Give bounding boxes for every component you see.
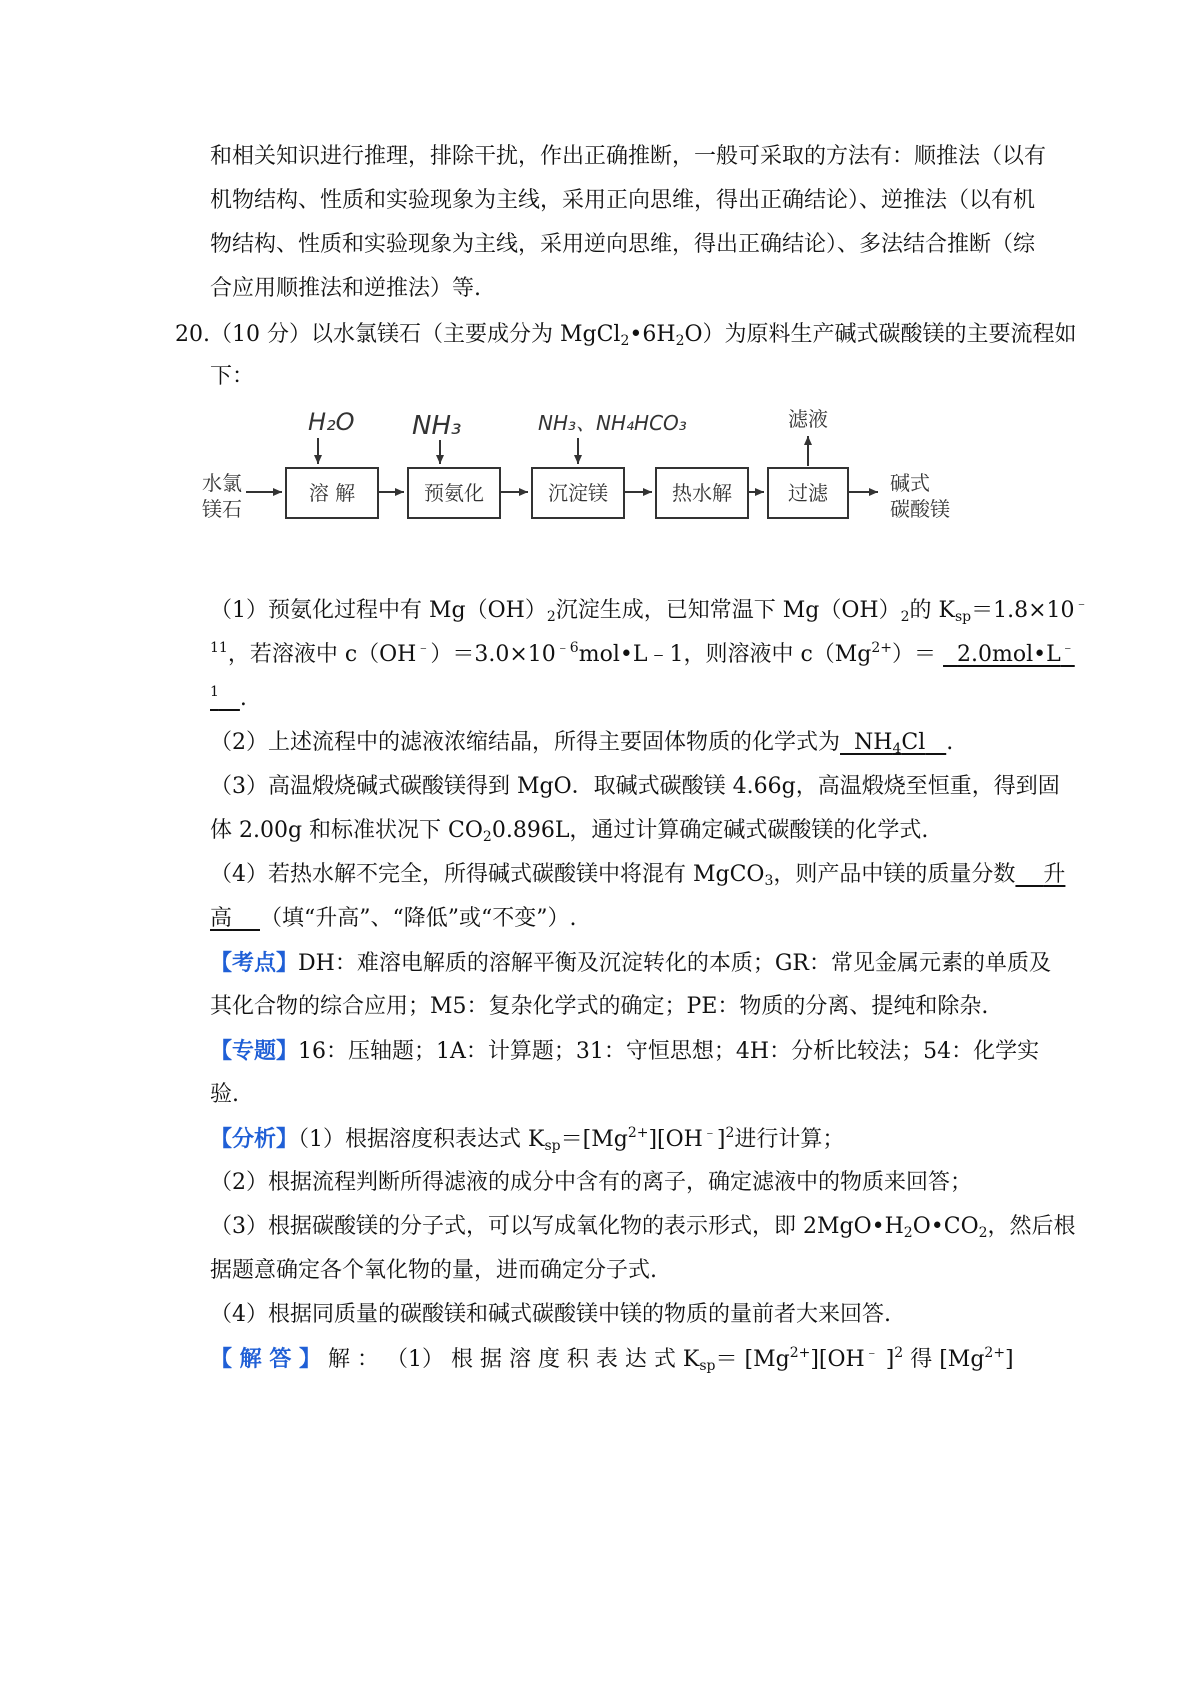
fenxi-line-1: 【分析】（1）根据溶度积表达式 $K_{sp}=[Mg^{2+}][OH^﹣]^2$进行计算； — [210, 1125, 845, 1154]
subquestion-1-line-1: （1）预氨化过程中有 $Mg(OH)_2$沉淀生成，已知常温下 $Mg(OH)_2$的 $K_{sp}=1.8\times 10^﹣$ — [210, 596, 1089, 625]
svg-text:沉淀镁: 沉淀镁 — [548, 481, 608, 505]
intro-line-1: 和相关知识进行推理，排除干扰，作出正确推断，一般可采取的方法有：顺推法（以有 — [210, 144, 1047, 169]
fenxi-line-2: （2）根据流程判断所得滤液的成分中含有的离子，确定滤液中的物质来回答； — [210, 1170, 972, 1195]
answer-1: 2.0mol•L﹣ — [957, 640, 1075, 667]
answer-2: $NH_4Cl$ — [854, 730, 926, 757]
answer-4-part-2: 高 — [210, 906, 233, 931]
subquestion-3-line-2: 体 2.00g 和标准状况下 $CO_20.896L$，通过计算确定碱式碳酸镁的化学式. — [210, 818, 929, 845]
flow-output-label-2: 碳酸镁 — [890, 497, 950, 521]
flow-reagent-ammonia: NH₃ — [412, 411, 462, 441]
zhuanti-line-1: 【专题】16：压轴题；1A：计算题；31：守恒思想；4H：分析比较法；54：化学实 — [210, 1038, 1040, 1064]
zhuanti-line-2: 验. — [210, 1082, 239, 1107]
fenxi-line-3: （3）根据碳酸镁的分子式，可以写成氧化物的表示形式，即 $2MgO•H_2O•CO_2$，然后根 — [210, 1214, 1076, 1241]
fenxi-tag: 【分析】 — [210, 1126, 299, 1152]
svg-text:过滤: 过滤 — [788, 481, 828, 505]
subquestion-2: （2）上述流程中的滤液浓缩结晶，所得主要固体物质的化学式为 $NH_4Cl$ . — [210, 730, 954, 757]
subquestion-4-line-1: （4）若热水解不完全，所得碱式碳酸镁中将混有 MgCO$_3$，则产品中镁的质量分数 升 — [210, 862, 1066, 889]
subquestion-1-line-3: $^1$ . — [210, 684, 247, 711]
jieda-line-1: 【 解 答 】 解 ： （1） 根 据 溶 度 积 表 达 式 $K_{sp}= [Mg^{2+}][OH^﹣$ ]$^2$ 得 $[Mg^{2+}]$ — [210, 1345, 1014, 1374]
subquestion-1-line-2: $^{11}$，若溶液中 $c(OH^﹣)=3.0\times 10^{﹣6}mol•L﹣1$，则溶液中 $c(Mg^{2+})=$ 2.0mol•L﹣ — [210, 640, 1075, 667]
flow-input-label-2: 镁石 — [202, 497, 242, 521]
kaodian-tag: 【考点】 — [210, 950, 299, 976]
intro-line-4: 合应用顺推法和逆推法）等. — [210, 276, 481, 301]
question-number: 20. — [175, 322, 210, 347]
subquestion-4-line-2: 高 （填“升高”、“降低”或“不变”）. — [210, 906, 577, 931]
intro-line-3: 物结构、性质和实验现象为主线，采用逆向思维，得出正确结论）、多法结合推断（综 — [210, 232, 1036, 257]
svg-text:热水解: 热水解 — [672, 481, 732, 505]
flow-input-label-1: 水氯 — [202, 471, 242, 495]
svg-text:预氨化: 预氨化 — [424, 481, 484, 505]
question-stem: 20.（10 分）以水氯镁石（主要成分为 $MgCl_2•6H_2O$）为原料生产碱式碳酸镁的主要流程如 — [175, 322, 1077, 349]
fenxi-line-5: （4）根据同质量的碳酸镁和碱式碳酸镁中镁的物质的量前者大来回答. — [210, 1302, 891, 1327]
kaodian-line-1: 【考点】DH：难溶电解质的溶解平衡及沉淀转化的本质；GR：常见金属元素的单质及 — [210, 950, 1051, 976]
question-score: （10 分） — [210, 322, 311, 347]
answer-4-part-1: 升 — [1043, 862, 1066, 887]
flow-reagent-water: H₂O — [308, 408, 355, 436]
subquestion-3-line-1: （3）高温煅烧碱式碳酸镁得到 MgO．取碱式碳酸镁 4.66g，高温煅烧至恒重，得到固 — [210, 774, 1060, 799]
question-stem-line-2: 下： — [210, 364, 255, 389]
svg-text:溶 解: 溶 解 — [308, 481, 356, 505]
intro-line-2: 机物结构、性质和实验现象为主线，采用正向思维，得出正确结论）、逆推法（以有机 — [210, 188, 1036, 213]
zhuanti-tag: 【专题】 — [210, 1038, 299, 1064]
fenxi-line-4: 据题意确定各个氧化物的量，进而确定分子式. — [210, 1258, 657, 1283]
flow-reagent-ammonium-bicarbonate: NH₃、NH₄HCO₃ — [538, 411, 687, 435]
jieda-tag: 【 解 答 】 — [210, 1346, 321, 1372]
flow-filtrate-label: 滤液 — [788, 407, 828, 431]
kaodian-line-2: 其化合物的综合应用；M5：复杂化学式的确定；PE：物质的分离、提纯和除杂. — [210, 994, 989, 1019]
process-flow-diagram — [190, 400, 970, 550]
flow-output-label-1: 碱式 — [890, 471, 930, 495]
